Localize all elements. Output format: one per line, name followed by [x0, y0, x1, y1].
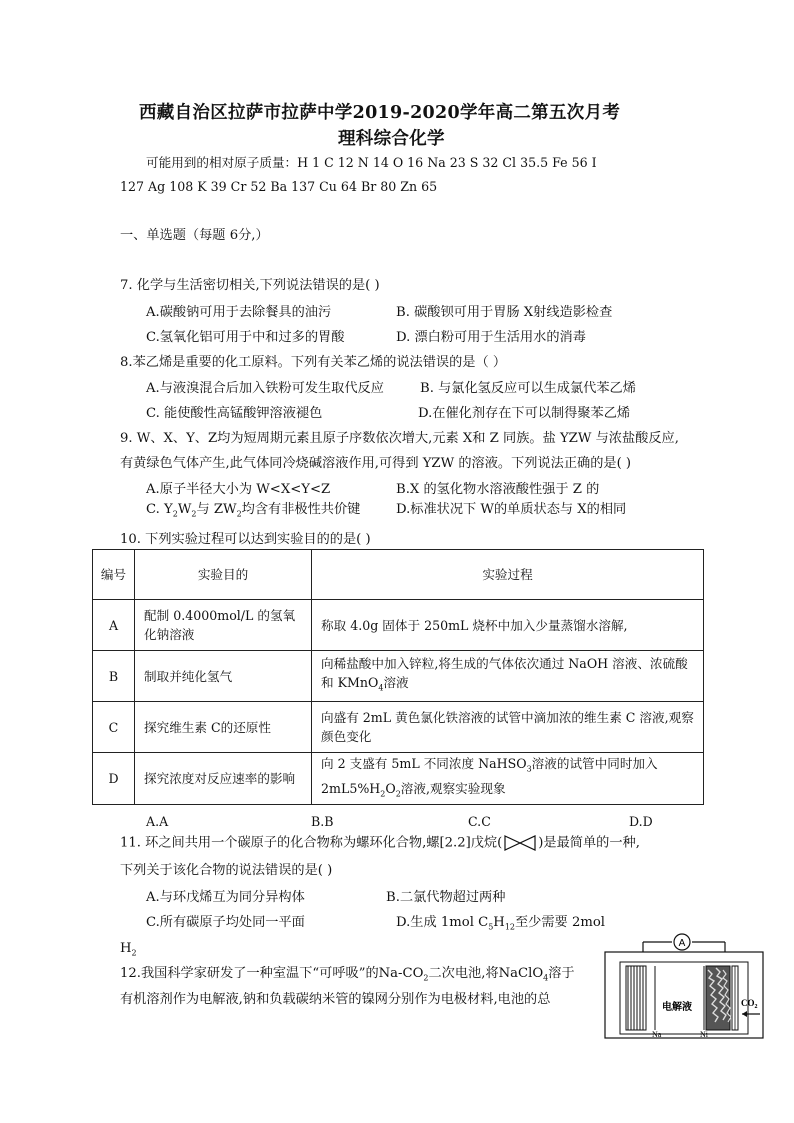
table-row	[93, 651, 704, 702]
ni-label: Ni	[700, 1030, 708, 1039]
q7-stem: 7. 化学与生活密切相关,下列说法错误的是( )	[120, 278, 380, 293]
row-process: 称取 4.0g 固体于 250mL 烧杯中加入少量蒸馏水溶解,	[312, 600, 704, 651]
q9-stem-line-2: 有黄绿色气体产生,此气体同冷烧碱溶液作用,可得到 YZW 的溶液。下列说法正确的是( )	[120, 456, 632, 471]
q8-option-b: B. 与氯化氢反应可以生成氯代苯乙烯	[420, 381, 636, 396]
table-row	[93, 600, 704, 651]
q10-answer-d: D.D	[629, 814, 653, 829]
electrolyte-label: 电解液	[662, 1002, 692, 1013]
row-goal: 探究维生素 C的还原性	[135, 702, 312, 753]
q12-line-2: 有机溶剂作为电解液,钠和负载碳纳米管的镍网分别作为电极材料,电池的总	[120, 992, 551, 1007]
row-process: 向稀盐酸中加入锌粒,将生成的气体依次通过 NaOH 溶液、浓硫酸和 KMnO$_4$溶液	[312, 651, 704, 702]
row-id: D	[93, 753, 135, 805]
table-row	[93, 702, 704, 753]
row-process: 向盛有 2mL 黄色氯化铁溶液的试管中滴加浓的维生素 C 溶液,观察颜色变化	[312, 702, 704, 753]
q10-stem: 10. 下列实验过程可以达到实验目的的是( )	[120, 532, 371, 547]
co2-label: $CO_2$	[741, 998, 758, 1010]
q7-option-d: D. 漂白粉可用于生活用水的消毒	[396, 330, 586, 345]
atomic-mass-line-1: 可能用到的相对原子质量：H 1 C 12 N 14 O 16 Na 23 S 32 Cl 35.5 Fe 56 I	[146, 155, 597, 170]
row-goal: 探究浓度对反应速率的影响	[135, 753, 312, 805]
header-process: 实验过程	[312, 550, 704, 600]
q10-answer-a: A.A	[146, 814, 169, 829]
row-id: A	[93, 600, 135, 651]
row-process: 向 2 支盛有 5mL 不同浓度 NaHSO$_3$溶液的试管中同时加入 $2mL5\%H_2O_2$溶液,观察实验现象	[312, 753, 704, 805]
q8-stem: 8.苯乙烯是重要的化工原料。下列有关苯乙烯的说法错误的是（ ）	[120, 355, 507, 370]
q8-option-d: D.在催化剂存在下可以制得聚苯乙烯	[418, 406, 631, 421]
q10-answer-b: B.B	[311, 814, 334, 829]
experiment-table	[92, 549, 704, 805]
nickel-mesh-electrode	[706, 966, 731, 1030]
row-goal: 配制 0.4000mol/L 的氢氧化钠溶液	[135, 600, 312, 651]
table-row	[93, 753, 704, 805]
q7-option-a: A.碳酸钠可用于去除餐具的油污	[146, 305, 332, 320]
title-line-2: 理科综合化学	[338, 129, 445, 149]
ammeter-label: A	[678, 938, 686, 949]
q11-option-d-continued: $H_2$	[120, 941, 137, 958]
table-header-row	[93, 550, 704, 600]
q9-option-c: C. $Y_2W_2$与 $ZW_2$均含有非极性共价键	[146, 502, 361, 519]
row-id: B	[93, 651, 135, 702]
q12-line-1: 12.我国科学家研发了一种室温下“可呼吸”的$Na-CO_2$二次电池,将NaClO$_4$溶于	[120, 966, 575, 983]
q8-option-a: A.与液溴混合后加入铁粉可发生取代反应	[146, 381, 384, 396]
q7-option-b: B. 碳酸钡可用于胃肠 X射线造影检查	[396, 305, 613, 320]
q11-option-c: C.所有碳原子均处同一平面	[146, 915, 305, 930]
q11-option-a: A.与环戊烯互为同分异构体	[146, 890, 305, 905]
q8-option-c: C. 能使酸性高锰酸钾溶液褪色	[146, 406, 323, 421]
q9-option-b: B.X 的氢化物水溶液酸性强于 Z 的	[396, 482, 600, 497]
spiropentane-structure-icon	[503, 834, 537, 852]
q11-option-d: D.生成 1mol $C_5H_{12}$至少需要 2mol	[396, 915, 605, 932]
q9-stem-line-1: 9. W、X、Y、Z均为短周期元素且原子序数依次增大,元素 X和 Z 同族。盐 YZW 与浓盐酸反应,	[120, 431, 679, 446]
header-goal: 实验目的	[135, 550, 312, 600]
q9-option-a: A.原子半径大小为 W<X<Y<Z	[146, 482, 331, 497]
row-id: C	[93, 702, 135, 753]
sodium-electrode	[626, 966, 646, 1030]
na-co2-battery-diagram	[600, 930, 770, 1040]
q11-option-b: B.二氯代物超过两种	[386, 890, 506, 905]
title-line-1: 西藏自治区拉萨市拉萨中学2019-2020学年高二第五次月考	[139, 103, 621, 123]
header-id: 编号	[93, 550, 135, 600]
atomic-mass-line-2: 127 Ag 108 K 39 Cr 52 Ba 137 Cu 64 Br 80 Zn 65	[120, 179, 438, 194]
section-heading: 一、单选题（每题 6分,）	[120, 228, 269, 243]
q7-option-c: C.氢氧化铝可用于中和过多的胃酸	[146, 330, 345, 345]
row-goal: 制取并纯化氢气	[135, 651, 312, 702]
q11-stem-line-2: 下列关于该化合物的说法错误的是( )	[120, 863, 333, 878]
q11-stem-line-1: 11. 环之间共用一个碳原子的化合物称为螺环化合物,螺[2.2]戊烷( )是最简单的一种,	[120, 835, 640, 851]
q10-answer-c: C.C	[468, 814, 491, 829]
q9-option-d: D.标准状况下 W的单质状态与 X的相同	[396, 502, 627, 517]
na-label: Na	[652, 1030, 662, 1039]
